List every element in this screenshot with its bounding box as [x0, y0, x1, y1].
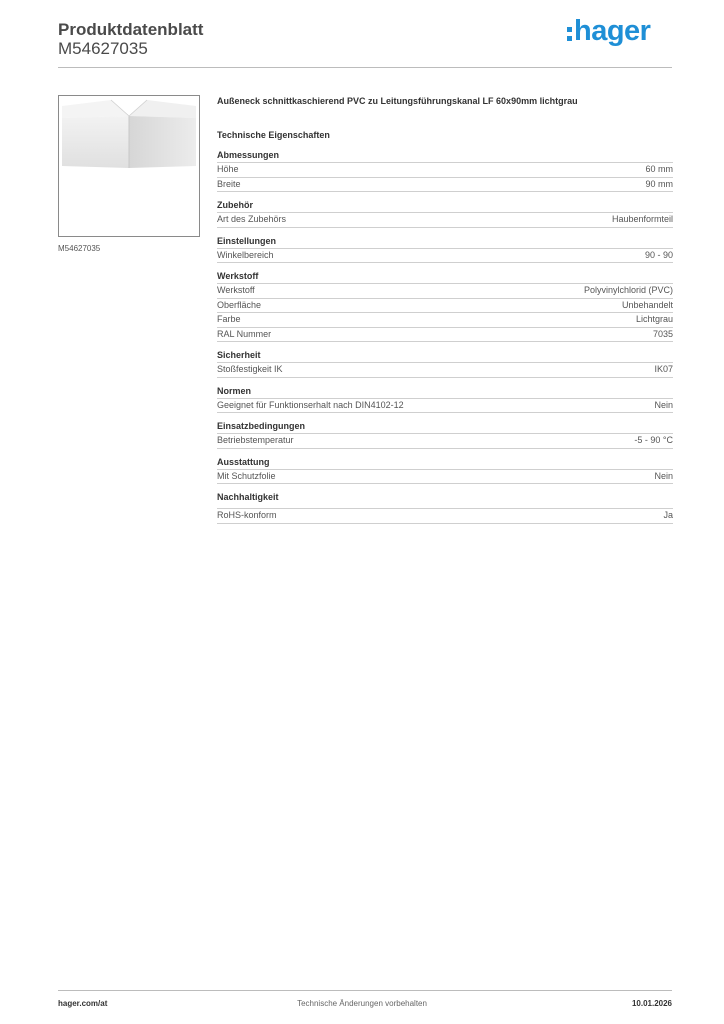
- section-title: Zubehör: [217, 200, 253, 210]
- property-value: Haubenformteil: [611, 214, 673, 224]
- property-label: Werkstoff: [217, 285, 255, 295]
- property-section: [217, 199, 673, 228]
- property-row: [217, 283, 673, 298]
- property-value: Unbehandelt: [621, 299, 673, 310]
- property-row: [217, 212, 673, 228]
- property-label: Oberfläche: [217, 299, 262, 310]
- image-caption: M54627035: [58, 244, 101, 253]
- property-section: [217, 385, 673, 414]
- property-value: IK07: [654, 364, 673, 374]
- footer-date: 10.01.2026: [631, 999, 672, 1008]
- footer-disclaimer: Technische Änderungen vorbehalten: [297, 999, 427, 1008]
- section-title: Nachhaltigkeit: [217, 492, 279, 502]
- section-title: Einstellungen: [217, 235, 277, 246]
- property-row: [217, 312, 673, 327]
- property-label: Betriebstemperatur: [217, 435, 294, 445]
- article-number: M54627035: [58, 39, 148, 58]
- property-row: [217, 398, 673, 414]
- property-value: 7035: [652, 328, 673, 339]
- property-label: Breite: [217, 178, 241, 189]
- section-title: Abmessungen: [217, 150, 280, 160]
- section-title: Normen: [217, 385, 252, 396]
- property-row: [217, 162, 673, 177]
- property-value: Nein: [654, 470, 673, 481]
- property-section: [217, 149, 673, 192]
- property-row: [217, 508, 673, 524]
- tech-properties-heading: Technische Eigenschaften: [217, 130, 330, 140]
- property-value: Polyvinylchlorid (PVC): [583, 285, 673, 295]
- property-label: Farbe: [217, 314, 241, 324]
- section-title: Ausstattung: [217, 456, 270, 467]
- property-row: [217, 177, 673, 193]
- page-title: Produktdatenblatt: [58, 20, 204, 39]
- property-row: [217, 298, 673, 313]
- property-label: Stoßfestigkeit IK: [217, 364, 283, 374]
- section-title: Sicherheit: [217, 350, 261, 360]
- property-value: 90 - 90: [644, 249, 673, 260]
- property-row: [217, 248, 673, 264]
- property-row: [217, 362, 673, 378]
- section-title: Einsatzbedingungen: [217, 421, 306, 431]
- header-divider: [58, 67, 672, 68]
- property-label: Art des Zubehörs: [217, 214, 287, 224]
- footer-website: hager.com/at: [58, 999, 108, 1008]
- property-label: Mit Schutzfolie: [217, 470, 276, 481]
- property-section: [217, 235, 673, 264]
- section-title: Werkstoff: [217, 271, 259, 281]
- property-value: 90 mm: [645, 178, 673, 189]
- property-section: [217, 420, 673, 449]
- footer-divider: [58, 990, 672, 991]
- property-section: [217, 491, 673, 524]
- product-description: Außeneck schnittkaschierend PVC zu Leitungsführungskanal LF 60x90mm lichtgrau: [217, 96, 578, 106]
- property-value: -5 - 90 °C: [634, 435, 673, 445]
- property-row: [217, 327, 673, 343]
- logo-wordmark: hager: [574, 15, 651, 47]
- property-row: [217, 469, 673, 485]
- property-section: [217, 270, 673, 342]
- hager-logo: [567, 15, 650, 47]
- property-value: Lichtgrau: [635, 314, 673, 324]
- property-label: RoHS-konform: [217, 510, 277, 520]
- property-label: Höhe: [217, 164, 239, 174]
- product-details: [217, 94, 673, 524]
- property-section: [217, 456, 673, 485]
- logo-dots-icon: [567, 27, 572, 41]
- property-label: RAL Nummer: [217, 328, 272, 339]
- property-value: 60 mm: [645, 164, 673, 174]
- property-section: [217, 349, 673, 378]
- property-value: Nein: [654, 399, 673, 410]
- property-value: Ja: [663, 510, 673, 520]
- property-row: [217, 433, 673, 449]
- property-label: Winkelbereich: [217, 249, 274, 260]
- property-sections: [217, 149, 673, 524]
- corner-duct-fitting-image: [59, 96, 199, 236]
- property-label: Geeignet für Funktionserhalt nach DIN4102-12: [217, 399, 404, 410]
- product-image: [58, 95, 200, 237]
